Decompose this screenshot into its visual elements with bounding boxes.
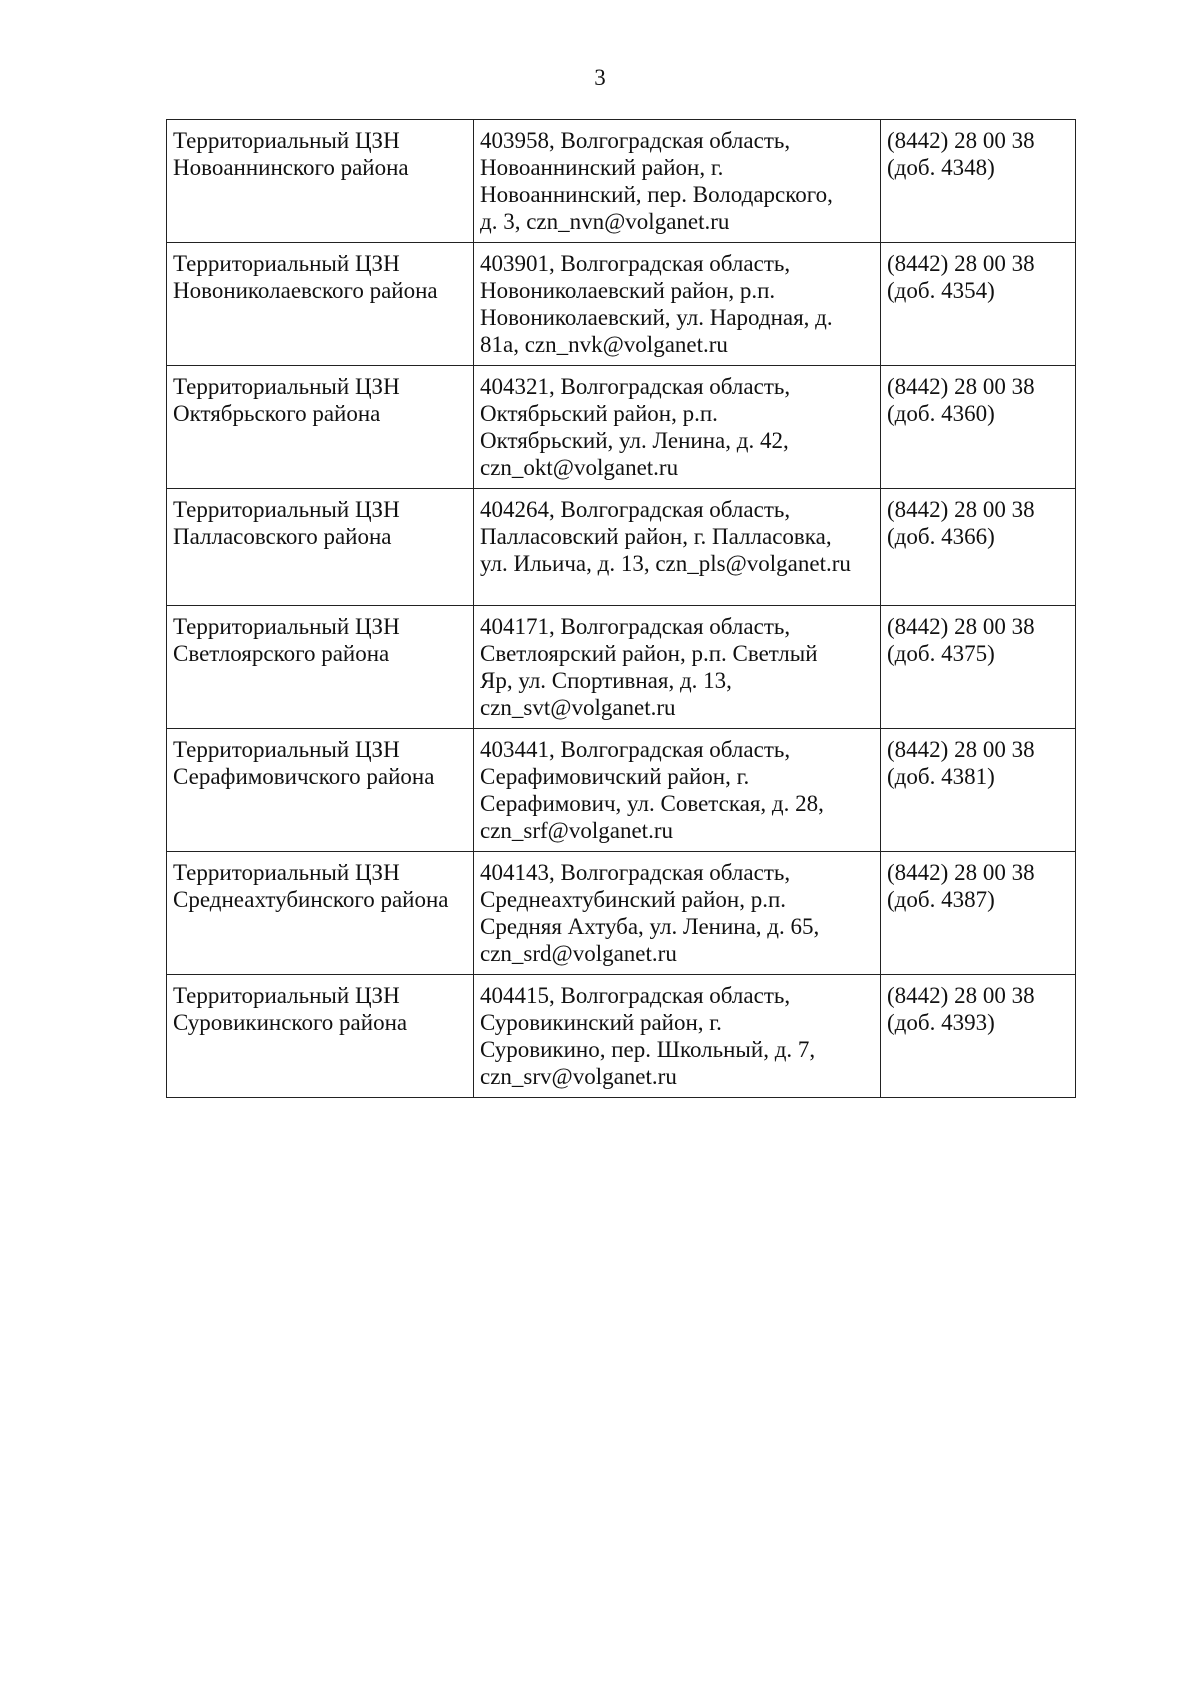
center-name-line: Палласовского района	[173, 524, 392, 549]
address-line: 404321, Волгоградская область,	[480, 374, 791, 399]
center-name-cell	[167, 489, 474, 606]
address-cell	[474, 120, 881, 243]
address-line: Новониколаевский район, р.п.	[480, 278, 776, 303]
address-cell	[474, 852, 881, 975]
phone-cell	[881, 975, 1076, 1098]
center-name-cell	[167, 366, 474, 489]
phone-extension: (доб. 4381)	[887, 764, 995, 789]
address-line: Средняя Ахтуба, ул. Ленина, д. 65,	[480, 914, 820, 939]
table-row	[167, 606, 1076, 729]
address-line: Серафимовичский район, г.	[480, 764, 750, 789]
address-line: czn_svt@volganet.ru	[480, 695, 676, 720]
address-line: Октябрьский, ул. Ленина, д. 42,	[480, 428, 789, 453]
address-line: 404143, Волгоградская область,	[480, 860, 791, 885]
address-line: Светлоярский район, р.п. Светлый	[480, 641, 818, 666]
center-name-line: Среднеахтубинского района	[173, 887, 449, 912]
address-cell	[474, 366, 881, 489]
address-line: czn_srf@volganet.ru	[480, 818, 673, 843]
phone-number: (8442) 28 00 38	[887, 860, 1035, 885]
address-line: Среднеахтубинский район, р.п.	[480, 887, 787, 912]
center-name-line: Суровикинского района	[173, 1010, 408, 1035]
address-line: ул. Ильича, д. 13, czn_pls@volganet.ru	[480, 551, 851, 576]
address-line: д. 3, czn_nvn@volganet.ru	[480, 209, 730, 234]
address-cell	[474, 243, 881, 366]
address-line: Новоаннинский, пер. Володарского,	[480, 182, 833, 207]
center-name-cell	[167, 120, 474, 243]
address-line: Новониколаевский, ул. Народная, д.	[480, 305, 833, 330]
table-row	[167, 489, 1076, 606]
address-line: 403441, Волгоградская область,	[480, 737, 791, 762]
table-row	[167, 975, 1076, 1098]
address-line: 81а, czn_nvk@volganet.ru	[480, 332, 728, 357]
center-name-line: Территориальный ЦЗН	[173, 497, 400, 522]
address-line: Новоаннинский район, г.	[480, 155, 724, 180]
phone-number: (8442) 28 00 38	[887, 614, 1035, 639]
phone-extension: (доб. 4348)	[887, 155, 995, 180]
address-line: Октябрьский район, р.п.	[480, 401, 718, 426]
table-row	[167, 852, 1076, 975]
center-name-line: Территориальный ЦЗН	[173, 860, 400, 885]
address-line: Суровикино, пер. Школьный, д. 7,	[480, 1037, 816, 1062]
address-line: Суровикинский район, г.	[480, 1010, 722, 1035]
center-name-line: Новониколаевского района	[173, 278, 438, 303]
center-name-line: Серафимовичского района	[173, 764, 435, 789]
center-name-line: Территориальный ЦЗН	[173, 128, 400, 153]
phone-cell	[881, 852, 1076, 975]
phone-number: (8442) 28 00 38	[887, 374, 1035, 399]
center-name-cell	[167, 975, 474, 1098]
phone-extension: (доб. 4375)	[887, 641, 995, 666]
table-row	[167, 120, 1076, 243]
phone-number: (8442) 28 00 38	[887, 251, 1035, 276]
phone-number: (8442) 28 00 38	[887, 737, 1035, 762]
address-cell	[474, 729, 881, 852]
center-name-line: Светлоярского района	[173, 641, 390, 666]
center-name-line: Территориальный ЦЗН	[173, 737, 400, 762]
address-line: czn_srv@volganet.ru	[480, 1064, 677, 1089]
table-row	[167, 243, 1076, 366]
page-number: 3	[594, 65, 606, 90]
address-cell	[474, 606, 881, 729]
center-name-cell	[167, 729, 474, 852]
phone-cell	[881, 120, 1076, 243]
phone-cell	[881, 606, 1076, 729]
center-name-line: Территориальный ЦЗН	[173, 374, 400, 399]
address-line: 404415, Волгоградская область,	[480, 983, 791, 1008]
phone-extension: (доб. 4393)	[887, 1010, 995, 1035]
address-cell	[474, 489, 881, 606]
phone-number: (8442) 28 00 38	[887, 983, 1035, 1008]
table-row	[167, 729, 1076, 852]
address-line: 403901, Волгоградская область,	[480, 251, 791, 276]
phone-extension: (доб. 4360)	[887, 401, 995, 426]
center-name-line: Территориальный ЦЗН	[173, 614, 400, 639]
phone-cell	[881, 729, 1076, 852]
phone-number: (8442) 28 00 38	[887, 128, 1035, 153]
address-line: Палласовский район, г. Палласовка,	[480, 524, 832, 549]
center-name-line: Территориальный ЦЗН	[173, 251, 400, 276]
address-line: Яр, ул. Спортивная, д. 13,	[480, 668, 732, 693]
address-cell	[474, 975, 881, 1098]
address-line: 404264, Волгоградская область,	[480, 497, 791, 522]
address-line: 403958, Волгоградская область,	[480, 128, 791, 153]
phone-cell	[881, 489, 1076, 606]
phone-extension: (доб. 4387)	[887, 887, 995, 912]
center-name-line: Октябрьского района	[173, 401, 381, 426]
phone-extension: (доб. 4366)	[887, 524, 995, 549]
address-line: czn_okt@volganet.ru	[480, 455, 679, 480]
address-line: czn_srd@volganet.ru	[480, 941, 677, 966]
table-row	[167, 366, 1076, 489]
address-line: 404171, Волгоградская область,	[480, 614, 791, 639]
phone-extension: (доб. 4354)	[887, 278, 995, 303]
center-name-cell	[167, 243, 474, 366]
address-line: Серафимович, ул. Советская, д. 28,	[480, 791, 824, 816]
center-name-line: Территориальный ЦЗН	[173, 983, 400, 1008]
phone-number: (8442) 28 00 38	[887, 497, 1035, 522]
center-name-cell	[167, 852, 474, 975]
center-name-cell	[167, 606, 474, 729]
employment-centers-table	[166, 119, 1076, 1098]
center-name-line: Новоаннинского района	[173, 155, 409, 180]
phone-cell	[881, 366, 1076, 489]
phone-cell	[881, 243, 1076, 366]
table-body	[167, 120, 1076, 1098]
